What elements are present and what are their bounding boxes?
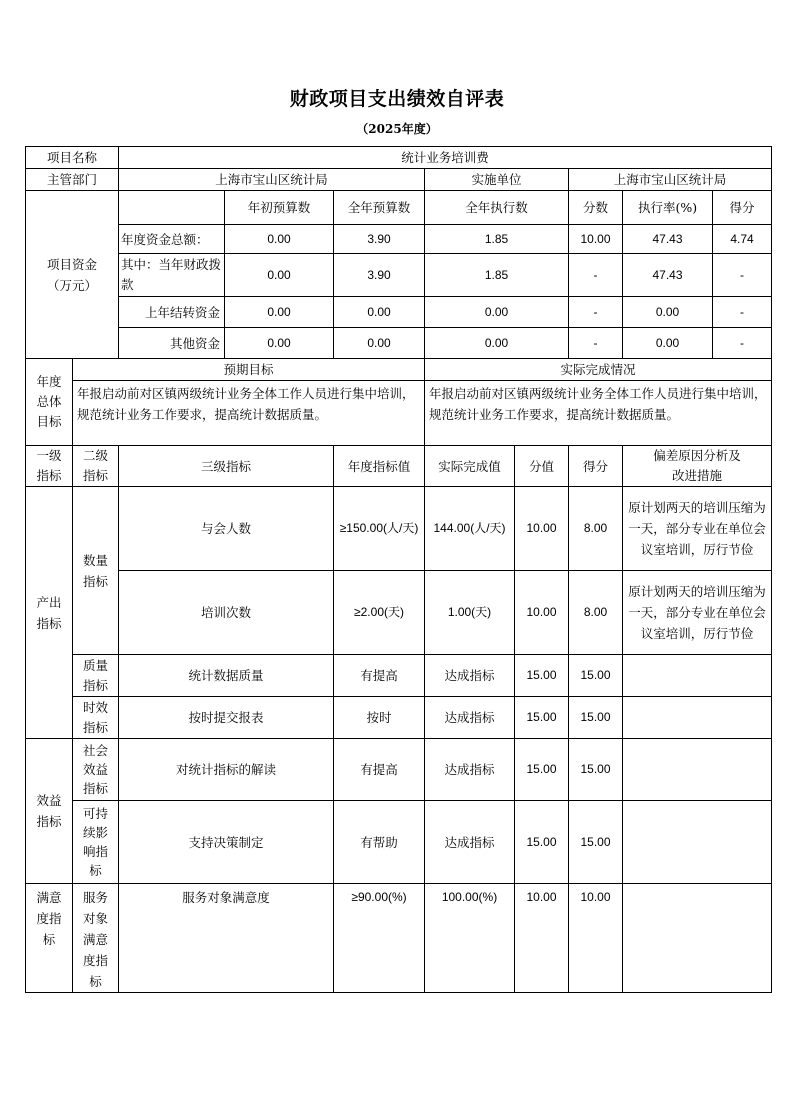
indicator-row bbox=[26, 884, 772, 993]
overall-goal-label: 年度总体目标 bbox=[26, 359, 73, 446]
indicator-row bbox=[26, 697, 772, 739]
indicator-target: 有帮助 bbox=[334, 801, 425, 884]
indicator-row bbox=[26, 739, 772, 801]
indicator-actual: 达成指标 bbox=[425, 697, 515, 739]
indicator-target: 有提高 bbox=[334, 655, 425, 697]
social-label: 社会效益指标 bbox=[73, 739, 119, 801]
actual-status-text: 年报启动前对区镇两级统计业务全体工作人员进行集中培训，规范统计业务工作要求，提高统计数据质量。 bbox=[425, 381, 772, 446]
exec-rate-header: 执行率(%) bbox=[623, 191, 713, 225]
indicator-row bbox=[26, 655, 772, 697]
funds-annual: 3.90 bbox=[334, 225, 425, 254]
funds-exec: 1.85 bbox=[425, 254, 569, 297]
dept-value: 上海市宝山区统计局 bbox=[119, 169, 425, 191]
indicator-weight: 15.00 bbox=[515, 739, 569, 801]
funds-score-value: - bbox=[569, 254, 623, 297]
score-value-header: 分数 bbox=[569, 191, 623, 225]
funds-rate: 0.00 bbox=[623, 328, 713, 359]
funds-row-label: 其中：当年财政拨款 bbox=[119, 254, 225, 297]
funds-row-label: 其他资金 bbox=[119, 328, 225, 359]
funds-initial: 0.00 bbox=[225, 328, 334, 359]
indicator-target: ≥150.00(人/天) bbox=[334, 487, 425, 571]
indicator-weight: 15.00 bbox=[515, 801, 569, 884]
funds-exec: 1.85 bbox=[425, 225, 569, 254]
indicator-weight: 10.00 bbox=[515, 487, 569, 571]
dept-label: 主管部门 bbox=[26, 169, 119, 191]
score-header: 得分 bbox=[713, 191, 772, 225]
indicator-name: 统计数据质量 bbox=[119, 655, 334, 697]
funds-annual: 0.00 bbox=[334, 328, 425, 359]
annual-exec-header: 全年执行数 bbox=[425, 191, 569, 225]
indicator-actual: 达成指标 bbox=[425, 739, 515, 801]
funds-score-value: - bbox=[569, 297, 623, 328]
year-label: （2025年度） bbox=[356, 122, 438, 136]
funds-score: - bbox=[713, 297, 772, 328]
funds-exec: 0.00 bbox=[425, 328, 569, 359]
indicator-got: 8.00 bbox=[569, 487, 623, 571]
indicator-actual: 100.00(%) bbox=[425, 884, 515, 993]
indicator-deviation bbox=[623, 801, 772, 884]
funds-row bbox=[26, 225, 772, 254]
indicator-target: ≥2.00(天) bbox=[334, 571, 425, 655]
indicator-target: 有提高 bbox=[334, 739, 425, 801]
initial-budget-header: 年初预算数 bbox=[225, 191, 334, 225]
funds-row-label: 年度资金总额： bbox=[119, 225, 225, 254]
service-label: 服务对象满意度指标 bbox=[73, 884, 119, 993]
funds-initial: 0.00 bbox=[225, 254, 334, 297]
project-name-label: 项目名称 bbox=[26, 147, 119, 169]
funds-rate: 47.43 bbox=[623, 225, 713, 254]
indicator-deviation: 原计划两天的培训压缩为一天，部分专业在单位会议室培训，厉行节俭 bbox=[623, 571, 772, 655]
page-title: 财政项目支出绩效自评表 bbox=[289, 88, 505, 110]
indicator-got: 15.00 bbox=[569, 739, 623, 801]
indicator-deviation bbox=[623, 655, 772, 697]
funds-initial: 0.00 bbox=[225, 297, 334, 328]
indicator-deviation: 原计划两天的培训压缩为一天，部分专业在单位会议室培训，厉行节俭 bbox=[623, 487, 772, 571]
funds-score: 4.74 bbox=[713, 225, 772, 254]
indicator-deviation bbox=[623, 697, 772, 739]
indicator-actual: 1.00(天) bbox=[425, 571, 515, 655]
indicator-name: 对统计指标的解读 bbox=[119, 739, 334, 801]
annual-target-header: 年度指标值 bbox=[334, 446, 425, 487]
indicator-weight: 15.00 bbox=[515, 655, 569, 697]
weight-header: 分值 bbox=[515, 446, 569, 487]
impl-unit-value: 上海市宝山区统计局 bbox=[569, 169, 772, 191]
got-header: 得分 bbox=[569, 446, 623, 487]
timeliness-label: 时效指标 bbox=[73, 697, 119, 739]
annual-budget-header: 全年预算数 bbox=[334, 191, 425, 225]
indicator-weight: 10.00 bbox=[515, 884, 569, 993]
indicator-got: 15.00 bbox=[569, 697, 623, 739]
indicator-name: 培训次数 bbox=[119, 571, 334, 655]
funds-rate: 0.00 bbox=[623, 297, 713, 328]
output-label: 产出指标 bbox=[26, 487, 73, 739]
benefit-label: 效益指标 bbox=[26, 739, 73, 884]
indicator-got: 15.00 bbox=[569, 655, 623, 697]
quantity-label: 数量指标 bbox=[73, 487, 119, 655]
actual-value-header: 实际完成值 bbox=[425, 446, 515, 487]
indicator-got: 10.00 bbox=[569, 884, 623, 993]
funds-label: 项目资金（万元） bbox=[26, 191, 119, 359]
funds-score: - bbox=[713, 254, 772, 297]
indicator-name: 按时提交报表 bbox=[119, 697, 334, 739]
indicator-actual: 达成指标 bbox=[425, 655, 515, 697]
sustain-label: 可持续影响指标 bbox=[73, 801, 119, 884]
indicator-name: 服务对象满意度 bbox=[119, 884, 334, 993]
indicator-weight: 10.00 bbox=[515, 571, 569, 655]
indicator-row bbox=[26, 571, 772, 655]
funds-row bbox=[26, 254, 772, 297]
indicator-actual: 达成指标 bbox=[425, 801, 515, 884]
funds-score-value: - bbox=[569, 328, 623, 359]
indicator-got: 15.00 bbox=[569, 801, 623, 884]
funds-header-blank bbox=[119, 191, 225, 225]
funds-row bbox=[26, 297, 772, 328]
project-name-value: 统计业务培训费 bbox=[119, 147, 772, 169]
funds-row-label: 上年结转资金 bbox=[119, 297, 225, 328]
indicator-row bbox=[26, 487, 772, 571]
indicator-deviation bbox=[623, 739, 772, 801]
performance-table bbox=[25, 146, 772, 993]
funds-score: - bbox=[713, 328, 772, 359]
indicator-name: 与会人数 bbox=[119, 487, 334, 571]
indicator-target: ≥90.00(%) bbox=[334, 884, 425, 993]
funds-exec: 0.00 bbox=[425, 297, 569, 328]
indicator-target: 按时 bbox=[334, 697, 425, 739]
funds-row bbox=[26, 328, 772, 359]
funds-score-value: 10.00 bbox=[569, 225, 623, 254]
funds-annual: 3.90 bbox=[334, 254, 425, 297]
indicator-deviation bbox=[623, 884, 772, 993]
level1-header: 一级指标 bbox=[26, 446, 73, 487]
funds-rate: 47.43 bbox=[623, 254, 713, 297]
level3-header: 三级指标 bbox=[119, 446, 334, 487]
funds-annual: 0.00 bbox=[334, 297, 425, 328]
satisfaction-label: 满意度指标 bbox=[26, 884, 73, 993]
actual-status-header: 实际完成情况 bbox=[425, 359, 772, 381]
funds-initial: 0.00 bbox=[225, 225, 334, 254]
indicator-weight: 15.00 bbox=[515, 697, 569, 739]
indicator-actual: 144.00(人/天) bbox=[425, 487, 515, 571]
indicator-got: 8.00 bbox=[569, 571, 623, 655]
level2-header: 二级指标 bbox=[73, 446, 119, 487]
quality-label: 质量指标 bbox=[73, 655, 119, 697]
indicator-row bbox=[26, 801, 772, 884]
planned-goal-text: 年报启动前对区镇两级统计业务全体工作人员进行集中培训，规范统计业务工作要求，提高统计数据质量。 bbox=[73, 381, 425, 446]
impl-unit-label: 实施单位 bbox=[425, 169, 569, 191]
planned-goal-header: 预期目标 bbox=[73, 359, 425, 381]
indicator-name: 支持决策制定 bbox=[119, 801, 334, 884]
deviation-header: 偏差原因分析及改进措施 bbox=[623, 446, 772, 487]
